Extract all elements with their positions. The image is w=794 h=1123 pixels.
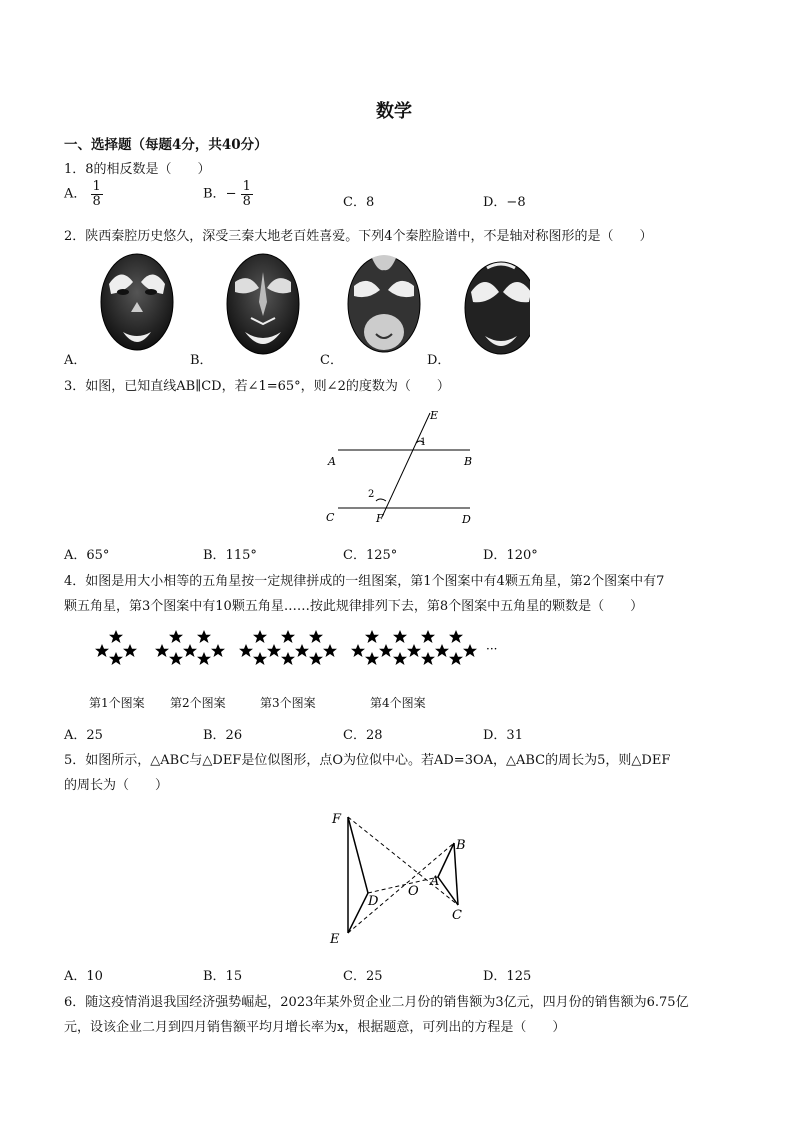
q5-label-c: C xyxy=(452,908,462,923)
q4-caption-1: 第1个图案 xyxy=(89,696,145,710)
mask-d-icon xyxy=(465,262,530,354)
q4-option-c: C．28 xyxy=(343,728,383,743)
q3-label-c: C xyxy=(326,511,335,524)
q2-stem: 2．陕西秦腔历史悠久，深受三秦大地老百姓喜爱。下列4个秦腔脸谱中，不是轴对称图形的是（ ） xyxy=(64,229,653,244)
q3-label-f: F xyxy=(376,512,384,525)
q2-option-d: D． xyxy=(427,353,451,368)
q1-option-a xyxy=(64,180,103,208)
q1-a-fraction xyxy=(91,180,103,208)
q4-caption-3: 第3个图案 xyxy=(260,696,316,710)
q5-label-o: O xyxy=(408,884,419,899)
q6-stem-line1: 6．随这疫情消退我国经济强势崛起，2023年某外贸企业二月份的销售额为3亿元，四月份的销售额为6.75亿 xyxy=(64,995,689,1010)
q3-option-a: A．65° xyxy=(64,548,110,563)
q5-label-a: A xyxy=(430,874,440,889)
q2-option-a: A． xyxy=(64,353,87,368)
q3-figure xyxy=(320,405,480,530)
q4-option-b: B．26 xyxy=(203,728,243,743)
q5-option-b: B．15 xyxy=(203,969,243,984)
q3-label-e: E xyxy=(430,409,439,422)
q1-stem: 1．8的相反数是（ ） xyxy=(64,162,211,177)
q4-option-d: D．31 xyxy=(483,728,523,743)
pattern-2-icon xyxy=(155,630,225,665)
q1-a-numerator: 1 xyxy=(92,179,101,194)
q1-b-fraction xyxy=(241,180,253,208)
q3-option-b: B．115° xyxy=(203,548,257,563)
q2-masks xyxy=(95,252,530,364)
q3-label-2: 2 xyxy=(368,489,375,500)
q1-a-denominator: 8 xyxy=(92,193,101,209)
q5-option-a: A．10 xyxy=(64,969,103,984)
q4-ellipsis: ··· xyxy=(486,642,498,656)
q1-a-label: A． xyxy=(64,186,87,202)
q5-figure xyxy=(320,805,480,950)
q5-label-f: F xyxy=(332,812,342,827)
q1-option-c: C．8 xyxy=(343,195,375,210)
q3-label-a: A xyxy=(328,455,336,468)
q5-label-b: B xyxy=(456,838,466,853)
q5-label-e: E xyxy=(330,932,340,947)
q3-label-b: B xyxy=(464,455,473,468)
q5-stem-line1: 5．如图所示，△ABC与△DEF是位似图形，点O为位似中心。若AD=3OA，△ABC的周长为5，则△DEF xyxy=(64,753,671,768)
q6-stem-line2: 元，设该企业二月到四月销售额平均月增长率为x，根据题意，可列出的方程是（ ） xyxy=(64,1020,566,1035)
q2-option-b: B． xyxy=(190,353,213,368)
q5-option-c: C．25 xyxy=(343,969,383,984)
q1-option-b xyxy=(203,180,253,208)
q5-stem-line2: 的周长为（ ） xyxy=(64,778,169,793)
q4-option-a: A．25 xyxy=(64,728,103,743)
q1-b-numerator: 1 xyxy=(242,179,251,194)
q1-option-d: D．−8 xyxy=(483,195,526,210)
q4-caption-4: 第4个图案 xyxy=(370,696,426,710)
pattern-4-icon xyxy=(351,630,477,665)
q3-label-1: 1 xyxy=(420,437,427,448)
q4-stem-line2: 颗五角星，第3个图案中有10颗五角星……按此规律排列下去，第8个图案中五角星的颗数是（ ） xyxy=(64,599,644,614)
q4-star-patterns xyxy=(90,625,510,670)
mask-c-icon xyxy=(348,255,420,352)
pattern-1-icon xyxy=(95,630,137,665)
q1-b-denominator: 8 xyxy=(242,193,251,209)
q4-caption-2: 第2个图案 xyxy=(170,696,226,710)
mask-a-icon xyxy=(101,254,173,350)
q1-b-label: B． xyxy=(203,186,226,202)
section-heading: 一、选择题（每题4分，共40分） xyxy=(64,137,268,153)
q3-option-d: D．120° xyxy=(483,548,538,563)
pattern-3-icon xyxy=(239,630,337,665)
page-title: 数学 xyxy=(376,101,412,122)
q3-option-c: C．125° xyxy=(343,548,398,563)
q4-stem-line1: 4．如图是用大小相等的五角星按一定规律拼成的一组图案，第1个图案中有4颗五角星，第2个图案中有7 xyxy=(64,574,665,589)
mask-b-icon xyxy=(227,254,299,354)
q1-b-sign: − xyxy=(225,186,237,202)
q5-option-d: D．125 xyxy=(483,969,532,984)
q2-option-c: C． xyxy=(320,353,343,368)
q3-stem: 3．如图，已知直线AB∥CD，若∠1=65°，则∠2的度数为（ ） xyxy=(64,379,450,394)
q5-label-d: D xyxy=(368,894,379,909)
q3-label-d: D xyxy=(462,513,471,526)
